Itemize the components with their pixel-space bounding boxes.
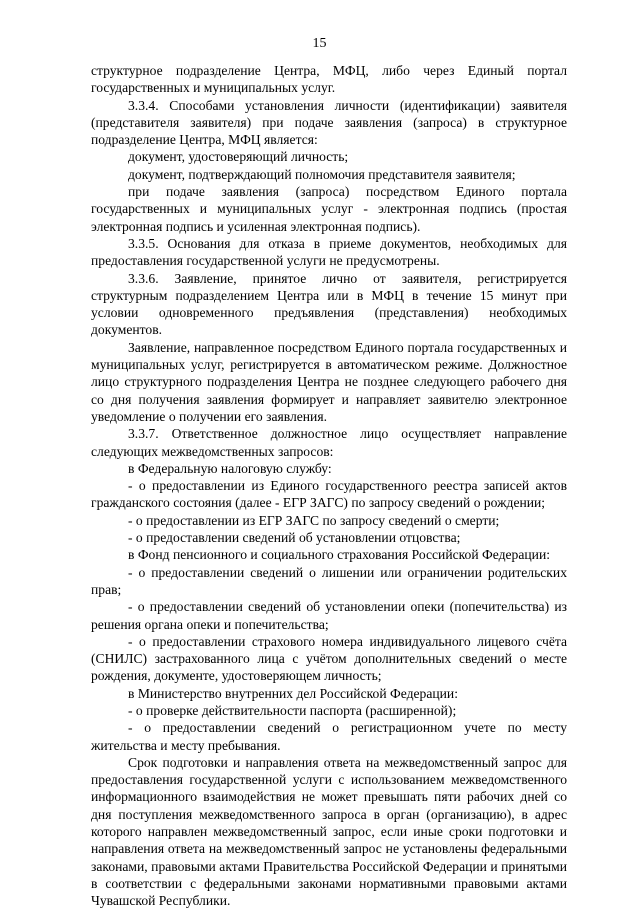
paragraph: 3.3.7. Ответственное должностное лицо осуществляет направление следующих межведомственных запросов:	[91, 426, 567, 459]
paragraph: структурное подразделение Центра, МФЦ, либо через Единый портал государственных и муниципальных услуг.	[91, 63, 567, 96]
paragraph: - о предоставлении страхового номера индивидуального лицевого счёта (СНИЛС) застрахованного лица с учётом дополнительных сведений о месте рождения, документе, удостоверяющем личность;	[91, 633, 567, 684]
document-body	[91, 62, 567, 910]
page-number: 15	[312, 36, 327, 51]
paragraph: в Министерство внутренних дел Российской Федерации:	[128, 685, 458, 701]
paragraph: - о предоставлении сведений об установлении опеки (попечительства) из решения органа опеки и попечительства;	[91, 599, 567, 632]
paragraph: - о предоставлении из ЕГР ЗАГС по запросу сведений о смерти;	[128, 512, 500, 528]
paragraph: при подаче заявления (запроса) посредством Единого портала государственных и муниципальных услуг - электронная подпись (простая электронная подпись и усиленная электронная подпись).	[91, 184, 567, 234]
paragraph: - о предоставлении сведений о регистрационном учете по месту жительства и месту пребывания.	[91, 720, 567, 753]
paragraph: 3.3.5. Основания для отказа в приеме документов, необходимых для предоставления государственной услуги не предусмотрены.	[91, 235, 567, 269]
paragraph: Заявление, направленное посредством Единого портала государственных и муниципальных услуг, регистрируется в автоматическом режиме. Должностное лицо структурного подразделения Центра не позднее следующего рабочего дня со дня получения заявления формирует и направляет заявителю электронное уведомление о получении его заявления.	[91, 339, 567, 424]
paragraph: документ, удостоверяющий личность;	[128, 149, 349, 165]
paragraph: - о предоставлении из Единого государственного реестра записей актов гражданского состояния (далее - ЕГР ЗАГС) по запросу сведений о рождении;	[91, 478, 567, 511]
paragraph: 3.3.6. Заявление, принятое лично от заявителя, регистрируется структурным подразделением Центра или в МФЦ в течение 15 минут при условии одновременного предъявления (представления) необходимых документов.	[91, 270, 567, 338]
paragraph: - о проверке действительности паспорта (расширенной);	[128, 702, 457, 718]
paragraph: 3.3.4. Способами установления личности (идентификации) заявителя (представителя заявителя) при подаче заявления (запроса) в структурное подразделение Центра, МФЦ является:	[91, 97, 567, 148]
paragraph: в Фонд пенсионного и социального страхования Российской Федерации:	[128, 547, 550, 563]
paragraph: - о предоставлении сведений о лишении или ограничении родительских прав;	[91, 564, 567, 597]
paragraph: Срок подготовки и направления ответа на межведомственный запрос для предоставления государственной услуги с использованием межведомственного информационного взаимодействия не может превышать пяти рабочих дней со дня поступления межведомственного запроса в орган (организацию), в адрес которого направлен межведомственный запрос, если иные сроки подготовки и направления ответа на межведомственный запрос не установлены федеральными законами, правовыми актами Правительства Российской Федерации и принятыми в соответствии с федеральными законами нормативными правовыми актами Чувашской Республики.	[91, 754, 567, 909]
paragraph: в Федеральную налоговую службу:	[128, 460, 332, 476]
paragraph: документ, подтверждающий полномочия представителя заявителя;	[128, 166, 516, 182]
paragraph: - о предоставлении сведений об установлении отцовства;	[128, 530, 461, 546]
